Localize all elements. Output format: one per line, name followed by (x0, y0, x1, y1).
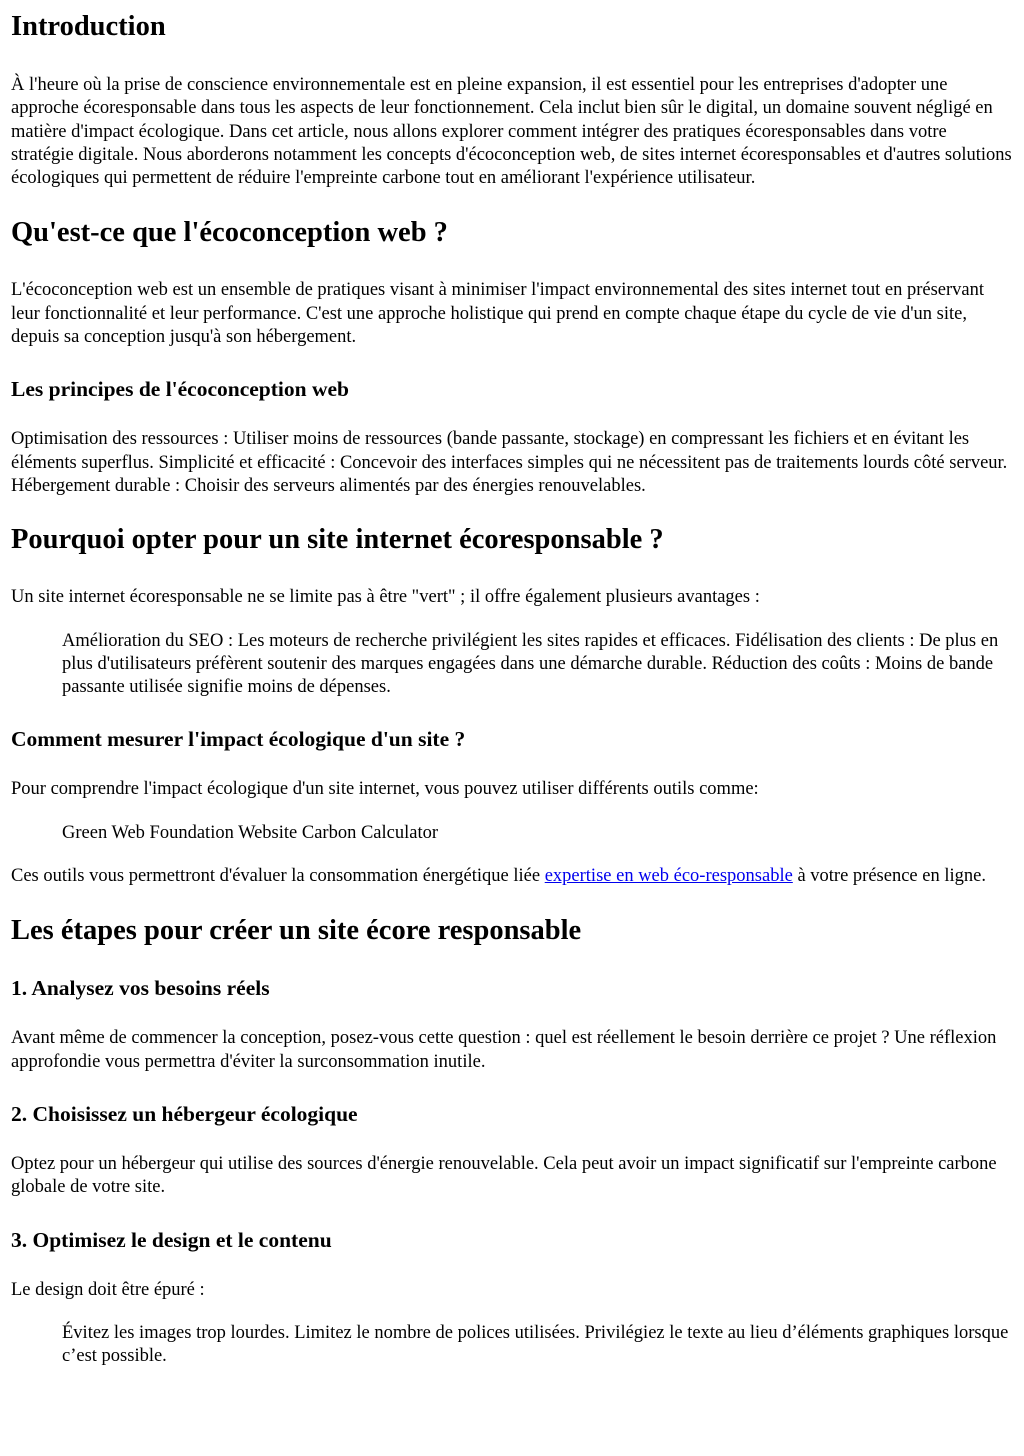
advantages-quote: Amélioration du SEO : Les moteurs de recherche privilégient les sites rapides et efficaces. Fidélisation des clients : De plus en plus d'utilisateurs préfèrent soutenir des marques engagées dans une démarche durable. Réduction des coûts : Moins de bande passante utilisée signifie moins de dépenses. (62, 630, 999, 698)
expertise-link[interactable]: expertise en web éco-responsable (544, 866, 793, 887)
ecoconception-heading: Qu'est-ce que l'écoconception web ? (11, 217, 448, 249)
design-tips-quote: Évitez les images trop lourdes. Limitez le nombre de polices utilisées. Privilégiez le texte au lieu d’éléments graphiques lorsque c’est possible. (62, 1322, 1009, 1367)
step1-heading: 1. Analysez vos besoins réels (11, 976, 270, 1001)
why-paragraph: Un site internet écoresponsable ne se limite pas à être "vert" ; il offre également plusieurs avantages : (11, 587, 760, 608)
ecoconception-paragraph: L'écoconception web est un ensemble de pratiques visant à minimiser l'impact environnemental des sites internet tout en préservant leur fonctionnalité et leur performance. C'est une approche holistique qui prend en compte chaque étape du cycle de vie d'un site, depuis sa conception jusqu'à son hébergement. (11, 280, 984, 348)
principles-heading: Les principes de l'écoconception web (11, 377, 350, 402)
article (0, 10, 1024, 1368)
steps-heading: Les étapes pour créer un site écore responsable (11, 915, 582, 947)
step3-heading: 3. Optimisez le design et le contenu (11, 1227, 332, 1252)
step2-heading: 2. Choisissez un hébergeur écologique (11, 1101, 358, 1126)
tools-text-after: à votre présence en ligne. (792, 866, 986, 887)
principles-paragraph: Optimisation des ressources : Utiliser moins de ressources (bande passante, stockage) en compressant les fichiers et en évitant les éléments superflus. Simplicité et efficacité : Concevoir des interfaces simples qui ne nécessitent pas de traitements lourds côté serveur. Hébergement durable : Choisir des serveurs alimentés par des énergies renouvelables. (11, 429, 1008, 496)
tools-quote: Green Web Foundation Website Carbon Calculator (62, 822, 439, 843)
step2-paragraph: Optez pour un hébergeur qui utilise des sources d'énergie renouvelable. Cela peut avoir un impact significatif sur l'empreinte carbone globale de votre site. (11, 1153, 997, 1198)
measure-heading: Comment mesurer l'impact écologique d'un site ? (11, 727, 466, 752)
tools-text-before: Ces outils vous permettront d'évaluer la consommation énergétique liée (11, 866, 545, 887)
intro-paragraph: À l'heure où la prise de conscience environnementale est en pleine expansion, il est essentiel pour les entreprises d'adopter une approche écoresponsable dans tous les aspects de leur fonctionnement. Cela inclut bien sûr le digital, un domaine souvent négligé en matière d'impact écologique. Dans cet article, nous allons explorer comment intégrer des pratiques écoresponsables dans votre stratégie digitale. Nous aborderons notamment les concepts d'écoconception web, de sites internet écoresponsables et d'autres solutions écologiques qui permettent de réduire l'empreinte carbone tout en améliorant l'expérience utilisateur. (11, 75, 1012, 189)
intro-heading: Introduction (11, 11, 166, 42)
step1-paragraph: Avant même de commencer la conception, posez-vous cette question : quel est réellement le besoin derrière ce projet ? Une réflexion approfondie vous permettra d'éviter la surconsommation inutile. (11, 1028, 997, 1072)
tools-paragraph (11, 865, 1013, 888)
why-heading: Pourquoi opter pour un site internet écoresponsable ? (11, 524, 664, 556)
measure-paragraph: Pour comprendre l'impact écologique d'un site internet, vous pouvez utiliser différents outils comme: (11, 779, 759, 800)
step3-paragraph: Le design doit être épuré : (11, 1279, 205, 1300)
